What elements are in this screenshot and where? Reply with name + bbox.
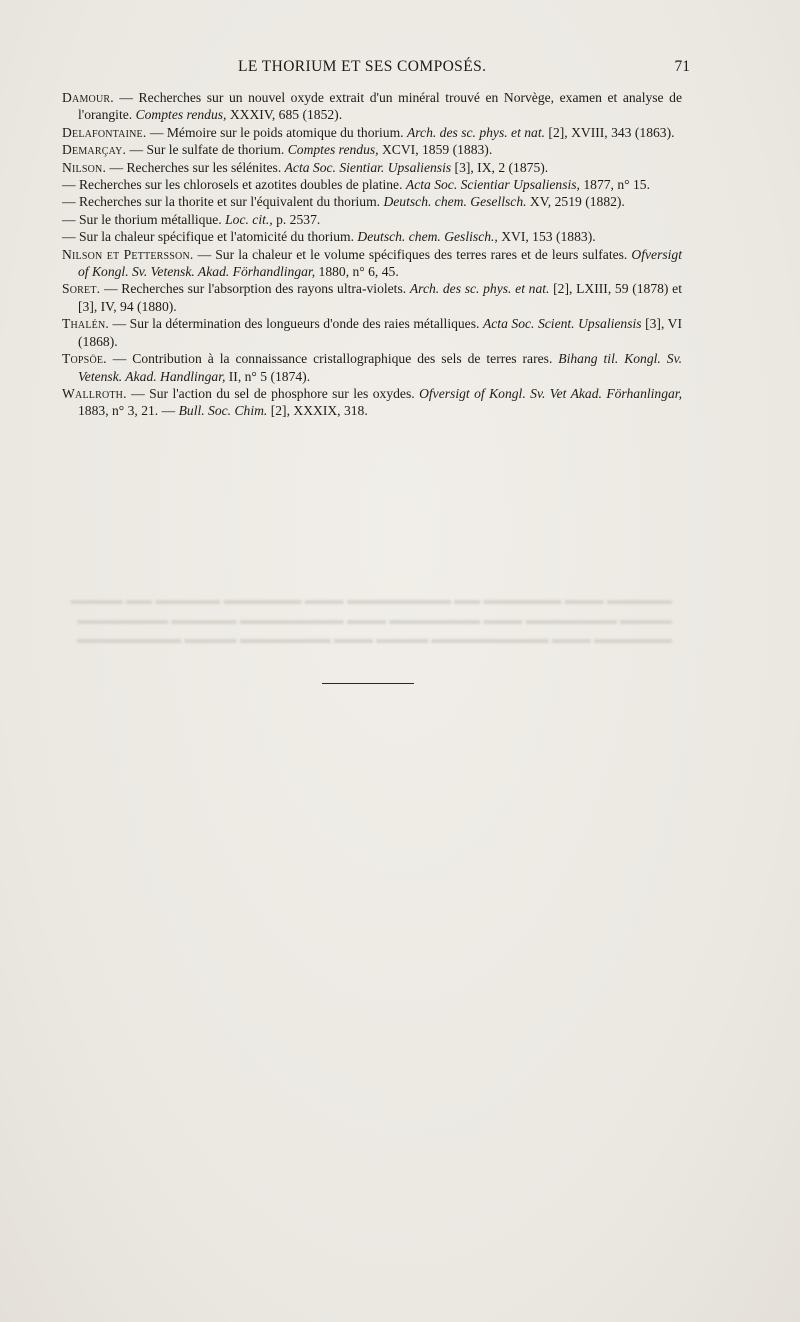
entry-author: Damour. [62, 90, 114, 105]
bibliography-entry [62, 193, 682, 210]
entry-text: — Contribution à la connaissance cristallographique des sels de terres rares. [106, 351, 559, 367]
bibliography-entry [62, 89, 682, 124]
bleed-through-text: ▬▬▬▬▬ ▬▬▬ ▬▬▬▬▬▬ ▬▬ ▬▬▬▬▬▬▬▬ ▬▬▬ ▬▬▬▬▬▬ ▬▬▬▬▬ ▬▬ ▬▬▬▬ ▬▬▬▬ ▬▬▬▬▬▬▬ ▬▬▬ ▬▬▬▬▬▬▬ ▬▬▬ ▬▬▬▬▬▬▬▬ ▬▬▬▬▬ ▬▬▬▬▬▬▬ ▬▬▬▬▬▬ ▬▬▬ ▬▬▬▬▬▬▬▬▬ ▬▬▬▬ ▬▬▬ ▬▬▬▬▬▬▬ ▬▬▬▬ ▬▬▬▬▬▬▬▬ [70, 592, 672, 646]
entry-rest: XVI, 153 (1883). [497, 229, 596, 245]
entry-text: — Sur le sulfate de thorium. [126, 142, 288, 158]
entry-text: — Mémoire sur le poids atomique du thorium. [146, 124, 407, 140]
bibliography-entry [62, 141, 682, 158]
page-header [60, 58, 690, 82]
page-number: 71 [674, 58, 690, 75]
entry-source: Deutsch. chem. Geslisch., [357, 229, 498, 245]
entry-author: Nilson. [62, 159, 107, 175]
entry-rest: [2], XVIII, 343 (1863). [545, 124, 675, 140]
entry-rest: XXXIV, 685 (1852). [226, 107, 343, 123]
entry-source: Ofversigt of Kongl. Sv. Vet Akad. Förhanlingar, [419, 385, 682, 401]
entry-rest: XV, 2519 (1882). [526, 194, 625, 210]
entry-text: — Sur la chaleur et le volume spécifiques des terres rares et de leurs sulfates. [193, 246, 632, 262]
entry-rest: [2], LXIII, 59 (1878) et [3], IV, 94 (1880). [78, 281, 682, 314]
entry-rest: 1883, n° 3, 21. — [78, 403, 179, 419]
entry-source: Bihang til. Kongl. Sv. Vetensk. Akad. Handlingar, [78, 351, 682, 384]
entry-rest: [3], VI (1868). [78, 316, 682, 349]
entry-rest: II, n° 5 (1874). [225, 368, 311, 384]
entry-text: — Sur le thorium métallique. [62, 211, 226, 227]
bibliography-entry [62, 176, 682, 193]
entry-text: — Recherches sur un nouvel oxyde extrait d'un minéral trouvé en Norvège, examen et analyse de l'orangite. [78, 90, 682, 123]
entry-source: Acta Soc. Sientiar. Upsaliensis [284, 159, 452, 175]
bibliography-entry [62, 228, 682, 245]
bibliography-entry [62, 350, 682, 385]
entry-text: — Sur la détermination des longueurs d'onde des raies métalliques. [108, 316, 483, 332]
section-divider [322, 683, 414, 684]
entry-source: Comptes rendus, [135, 107, 227, 123]
running-title: LE THORIUM ET SES COMPOSÉS. [238, 58, 487, 75]
entry-source: Arch. des sc. phys. et nat. [409, 281, 550, 297]
bibliography-list [62, 89, 682, 420]
entry-text: — Recherches sur les sélénites. [106, 159, 285, 175]
entry-rest: [2], XXXIX, 318. [267, 403, 368, 419]
entry-source: Deutsch. chem. Gesellsch. [383, 194, 527, 210]
entry-author: Nilson et Pettersson. [62, 246, 194, 262]
entry-text: — Sur la chaleur spécifique et l'atomicité du thorium. [62, 229, 358, 245]
entry-text: — Recherches sur l'absorption des rayons ultra-violets. [100, 281, 410, 297]
entry-rest: 1877, n° 15. [579, 177, 650, 193]
entry-author: Demarçay. [62, 142, 127, 158]
entry-author: Delafontaine. [62, 124, 147, 140]
bibliography-entry [62, 385, 682, 420]
entry-rest: p. 2537. [272, 211, 321, 227]
bibliography-entry [62, 315, 682, 350]
entry-rest: 1880, n° 6, 45. [315, 264, 399, 280]
bibliography-entry [62, 211, 682, 228]
entry-source: Arch. des sc. phys. et nat. [406, 124, 546, 140]
entry-text: — Recherches sur les chlorosels et azotites doubles de platine. [62, 177, 406, 193]
bibliography-entry [62, 280, 682, 315]
bibliography-entry [62, 246, 682, 281]
entry-author: Topsöe. [62, 351, 107, 367]
entry-source: Ofversigt of Kongl. Sv. Vetensk. Akad. Förhandlingar, [78, 246, 682, 280]
entry-source: Acta Soc. Scient. Upsaliensis [482, 316, 642, 332]
entry-rest: XCVI, 1859 (1883). [378, 142, 493, 158]
entry-source: Acta Soc. Scientiar Upsaliensis, [405, 177, 580, 193]
entry-author: Wallroth. [62, 385, 127, 401]
bibliography-entry [62, 159, 682, 176]
bibliography-entry [62, 124, 682, 141]
entry-source: Comptes rendus, [287, 142, 379, 158]
entry-rest: [3], IX, 2 (1875). [451, 159, 549, 175]
entry-source: Bull. Soc. Chim. [178, 403, 268, 419]
entry-author: Soret. [62, 281, 101, 297]
entry-author: Thalén. [62, 316, 109, 332]
entry-text: — Recherches sur la thorite et sur l'équivalent du thorium. [62, 194, 384, 210]
entry-source: Loc. cit., [225, 211, 273, 227]
entry-text: — Sur l'action du sel de phosphore sur les oxydes. [126, 385, 420, 401]
